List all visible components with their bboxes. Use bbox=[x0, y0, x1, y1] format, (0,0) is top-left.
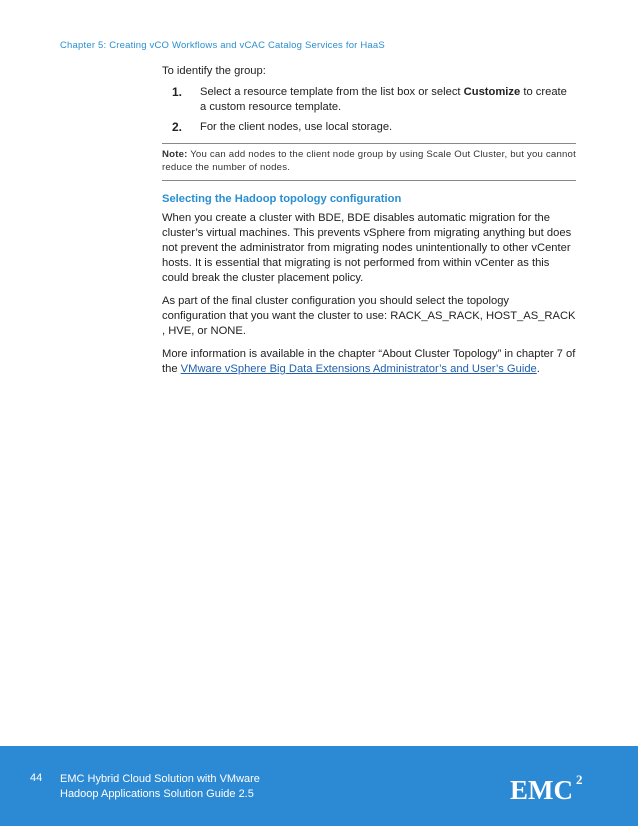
logo-text: EMC bbox=[510, 775, 573, 805]
emc-logo bbox=[510, 770, 594, 806]
running-head: Chapter 5: Creating vCO Workflows and vCAC Catalog Services for HaaS bbox=[60, 40, 385, 51]
page-footer bbox=[0, 746, 638, 826]
customize-emphasis: Customize bbox=[463, 86, 521, 98]
guide-link[interactable]: VMware vSphere Big Data Extensions Administrator’s and User’s Guide bbox=[180, 363, 537, 375]
section-heading: Selecting the Hadoop topology configuration bbox=[162, 193, 402, 205]
step-list bbox=[162, 85, 576, 135]
step-number: 1. bbox=[172, 85, 183, 99]
note-label: Note: bbox=[162, 149, 188, 160]
page-number: 44 bbox=[30, 772, 43, 784]
note-text: You can add nodes to the client node group by using Scale Out Cluster, but you cannot reduce the number of nodes. bbox=[162, 149, 576, 173]
step-text: Select a resource template from the list box or select Customize to create a custom resource template. bbox=[200, 86, 567, 113]
logo-superscript: 2 bbox=[576, 772, 583, 787]
paragraph: When you create a cluster with BDE, BDE disables automatic migration for the cluster’s virtual machines. This prevents vSphere from migrating anything but does not prevent the administrator from migrating nodes unintentionally to other vCenter hosts. It is essential that migrating is not performed from within vCenter as this could break the cluster placement policy. bbox=[162, 212, 572, 284]
step-number: 2. bbox=[172, 120, 183, 134]
main-content bbox=[162, 64, 576, 385]
note-box bbox=[162, 143, 576, 181]
list-item bbox=[162, 120, 576, 135]
list-item bbox=[162, 85, 576, 115]
paragraph: As part of the final cluster configuration you should select the topology configuration that you want the cluster to use: RACK_AS_RACK, HOST_AS_RACK , HVE, or NONE. bbox=[162, 295, 576, 337]
document-title: EMC Hybrid Cloud Solution with VMware Hadoop Applications Solution Guide 2.5 bbox=[60, 773, 260, 800]
intro-text: To identify the group: bbox=[162, 65, 266, 77]
step-text: For the client nodes, use local storage. bbox=[200, 121, 393, 133]
paragraph: More information is available in the chapter “About Cluster Topology” in chapter 7 of the VMware vSphere Big Data Extensions Administrator’s and User’s Guide. bbox=[162, 348, 576, 375]
